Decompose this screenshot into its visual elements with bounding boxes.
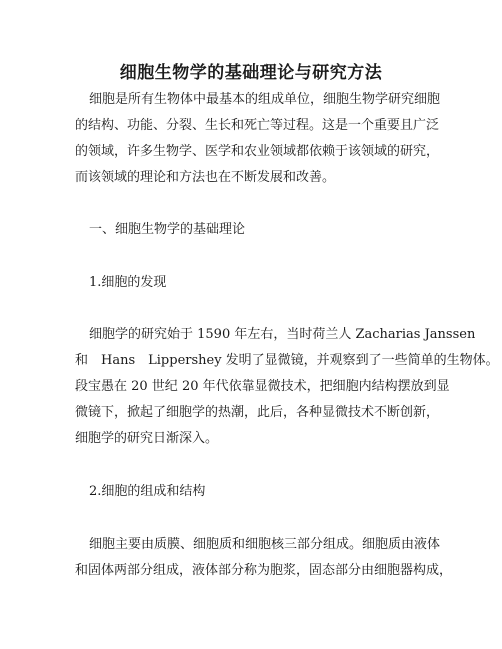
intro-line-1: 细胞是所有生物体中最基本的组成单位，细胞生物学研究细胞	[89, 92, 441, 107]
sub2-line-1: 细胞主要由质膜、细胞质和细胞核三部分组成。细胞质由液体	[89, 537, 441, 552]
sub1-line-1: 细胞学的研究始于 1590 年左右，当时荷兰人 Zacharias Janssen	[89, 327, 476, 342]
subsection-2-heading: 2.细胞的组成和结构	[89, 484, 206, 499]
subsection-1-heading: 1.细胞的发现	[89, 275, 167, 290]
intro-line-4: 而该领域的理论和方法也在不断发展和改善。	[75, 170, 336, 185]
sub1-line-3: 段宝愚在 20 世纪 20 年代依靠显微技术，把细胞内结构摆放到显	[75, 379, 450, 394]
sub2-line-2: 和固体两部分组成，液体部分称为胞浆，固态部分由细胞器构成，	[75, 563, 453, 578]
document-title: 细胞生物学的基础理论与研究方法	[119, 63, 383, 83]
section-heading: 一、细胞生物学的基础理论	[89, 222, 246, 237]
intro-line-2: 的结构、功能、分裂、生长和死亡等过程。这是一个重要且广泛	[75, 118, 440, 133]
sub1-line-4: 微镜下，掀起了细胞学的热潮，此后，各种显微技术不断创新，	[75, 405, 440, 420]
sub1-line-2: 和 Hans Lippershey 发明了显微镜，并观察到了一些简单的生物体。	[75, 353, 499, 368]
sub1-line-5: 细胞学的研究日渐深入。	[75, 431, 219, 446]
intro-line-3: 的领域，许多生物学、医学和农业领域都依赖于该领域的研究，	[75, 144, 440, 159]
